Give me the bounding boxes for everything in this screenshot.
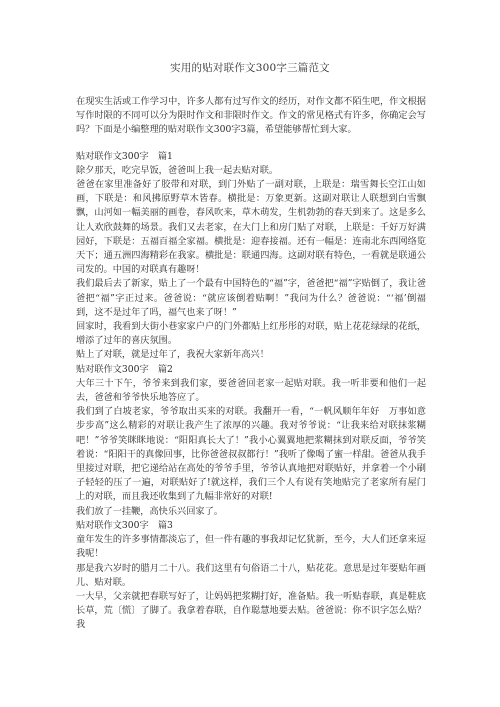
section-1-paragraph-5: 贴上了对联，就是过年了，我祝大家新年高兴！ xyxy=(76,349,269,361)
section-gap xyxy=(76,138,426,150)
section-2-paragraph-1: 大年三十下午，爷爷来到我们家，要爸爸回老家一起贴对联。我一听非要和他们一起去，爸爸和爷爷快乐地答应了。 xyxy=(76,377,426,404)
section-heading-1: 贴对联作文300字 篇1 xyxy=(76,150,173,162)
section-2-paragraph-3: 我们放了一挂鞭，高快乐兴回家了。 xyxy=(76,505,223,517)
intro-paragraph: 在现实生活或工作学习中，许多人都有过写作文的经历，对作文都不陌生吧，作文根据写作时限的不同可以分为限时作文和非限时作文。作文的常见格式有许多，你确定会写吗？下面是小编整理的贴对联作文300字3篇，希望能够帮忙到大家。 xyxy=(76,96,426,136)
section-heading-3: 贴对联作文300字 篇3 xyxy=(76,519,173,531)
section-1-paragraph-1: 除夕那天，吃完早饭，爸爸叫上我一起去贴对联。 xyxy=(76,164,279,176)
section-1-paragraph-3: 我们最后去了新家，贴上了一个最有中国特色的“福”字，爸爸把“福”字贴倒了，我让爸爸把“福”字正过来。爸爸说：“就应该倒着贴啊！”我问为什么？爸爸说：“‘福’倒福到，这不是过年了吗，福气也来了呀！” xyxy=(76,278,426,318)
document-title: 实用的贴对联作文300字三篇范文 xyxy=(170,62,330,74)
section-2-paragraph-2: 我们到了白坡老家，爷爷取出买来的对联。我翻开一看，“一帆风顺年年好 万事如意步步高”这么精彩的对联让我产生了浓厚的兴趣。我对爷爷说：“让我来给对联抹浆糊吧！”爷爷笑眯眯地说：“阳阳真长大了！”我小心翼翼地把浆糊抹到对联反面，爷爷笑着说：“阳阳干的真像回事，比你爸爸叔叔都行！”我听了像喝了蜜一样甜。爸爸从我手里接过对联，把它递给站在高处的爷爷手里，爷爷认真地把对联贴好，并拿着一个小刷子轻轻的压了一遍，对联贴好了!就这样，我们三个人有说有笑地贴完了老家所有屋门上的对联，而且我还收集到了九幅非常好的对联! xyxy=(76,406,426,503)
document-content xyxy=(76,95,426,633)
section-1-paragraph-2: 爸爸在家里准备好了胶带和对联，到门外贴了一副对联，上联是：瑞雪舞长空江山如画，下联是：和风拂原野草木皆春。横批是：万象更新。这副对联让人联想到白雪飘飘，山河如一幅美丽的画卷，春风吹来，草木萌发，生机勃勃的春天到来了。这是多么让人欢欣鼓舞的场景。我们又去老家，在大门上和房门贴了对联，上联是：千好万好满园好，下联是：五福百福全家福。横批是：迎春接福。还有一幅是：连南北东西网络览天下；通五洲四海精彩在我家。横批是：联通四海。这副对联有特色，一看就是联通公司发的。中国的对联真有趣呀！ xyxy=(76,179,426,276)
section-3-paragraph-1: 童年发生的许多事情都淡忘了，但一件有趣的事我却记忆犹新，至今，大人们还拿来逗我呢！ xyxy=(76,534,426,560)
section-heading-2: 贴对联作文300字 篇2 xyxy=(76,363,173,375)
section-1-paragraph-4: 回家时，我看到大街小巷家家户户的门外都贴上红彤彤的对联，贴上花花绿绿的花纸，增添了过年的喜庆氛围。 xyxy=(76,321,426,347)
section-3-paragraph-2: 那是我六岁时的腊月二十八。我们这里有句俗语二十八，贴花花。意思是过年要贴年画儿、贴对联。 xyxy=(76,562,426,588)
section-3-paragraph-3: 一大早，父亲就把春联写好了，让妈妈把浆糊打好，准备贴。我一听贴春联，真是鞋底长草，荒〔慌〕了脚了。我拿着春联，自作聪慧地要去贴。爸爸说：你不识字怎么贴？我 xyxy=(76,590,426,631)
